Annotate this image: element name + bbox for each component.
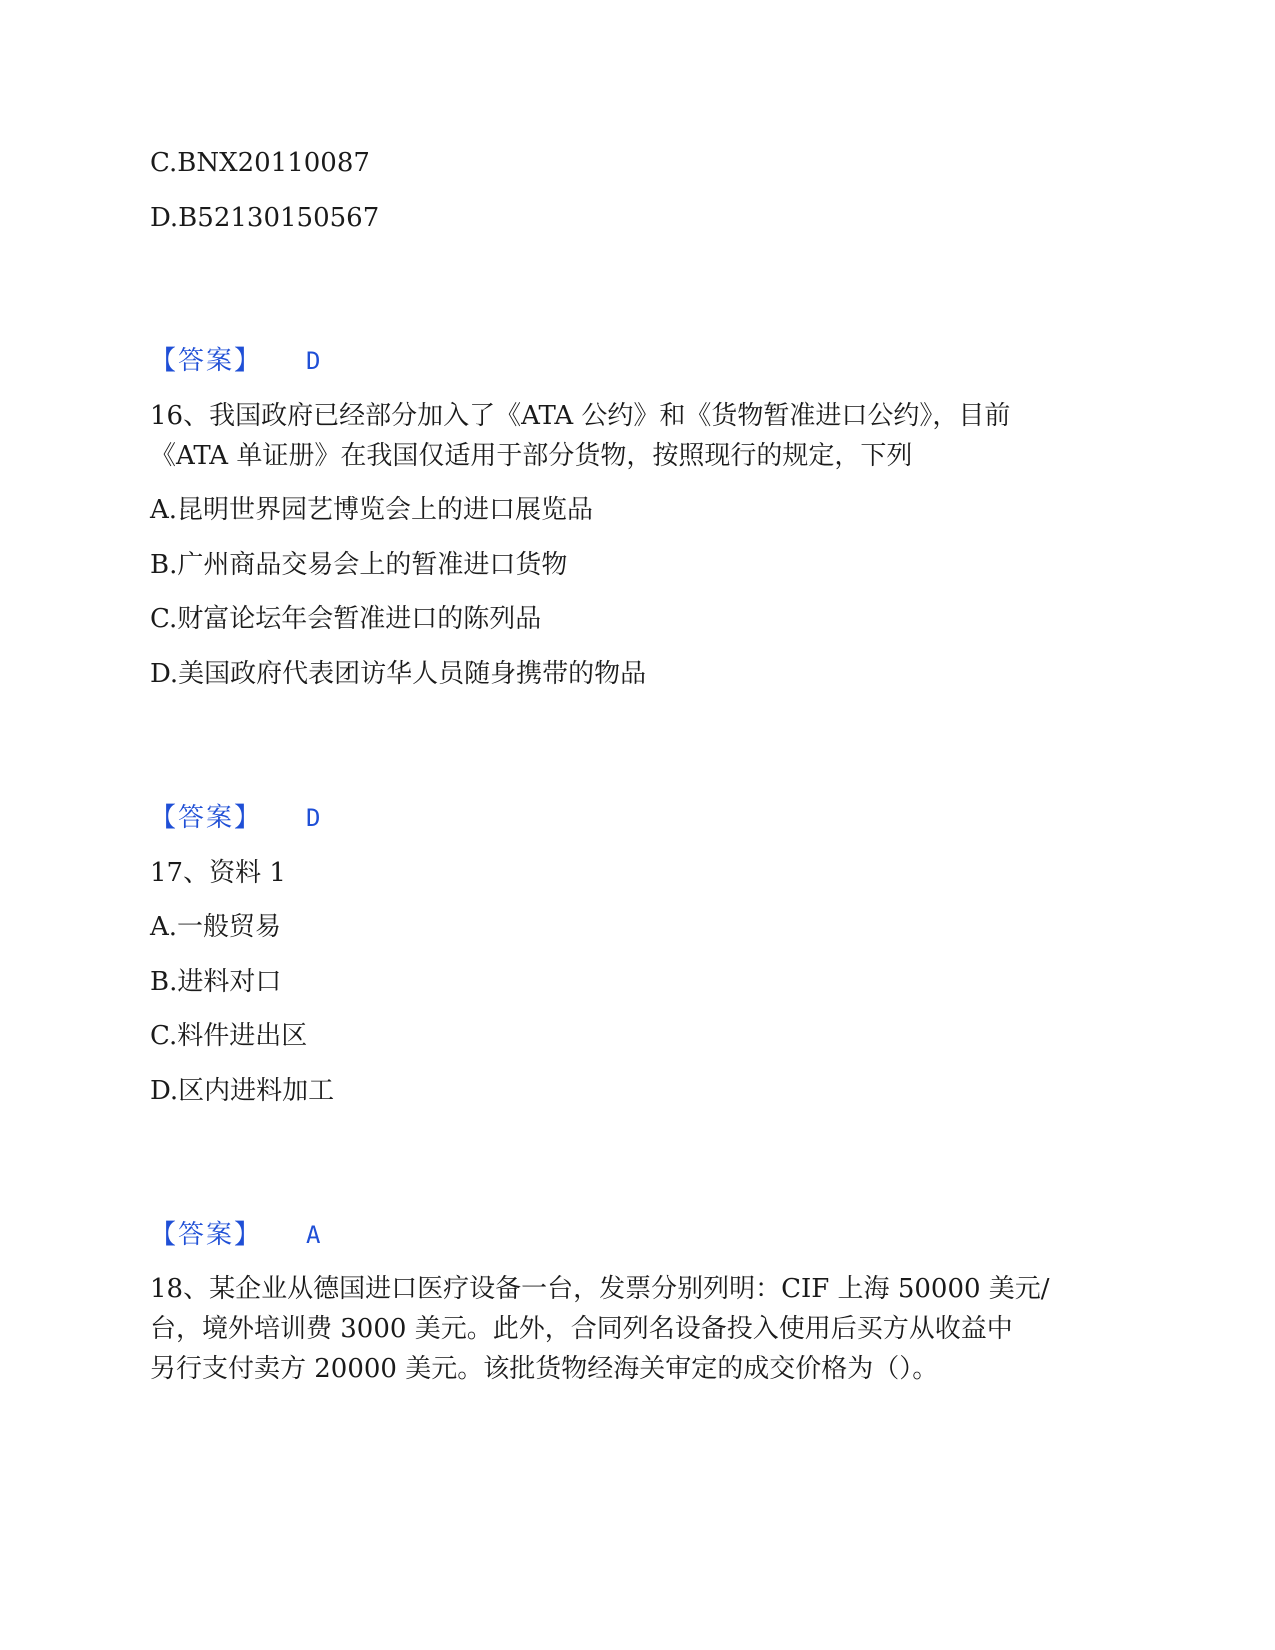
answer-value: A <box>306 1221 321 1249</box>
answer-row <box>150 1215 320 1255</box>
question-17-option-d: D.区内进料加工 <box>150 1076 335 1106</box>
question-16-option-d: D.美国政府代表团访华人员随身携带的物品 <box>150 659 647 689</box>
answer-label: 【答案】 <box>150 1220 263 1250</box>
answer-label: 【答案】 <box>150 346 263 376</box>
question-17-stem: 17、资料 1 <box>150 858 286 888</box>
question-16-stem-line-2: 《ATA 单证册》在我国仅适用于部分货物，按照现行的规定，下列 <box>150 441 913 471</box>
question-18-stem-line-1: 18、某企业从德国进口医疗设备一台，发票分别列明：CIF 上海 50000 美元/ <box>150 1274 1050 1304</box>
question-17-option-b: B.进料对口 <box>150 967 282 997</box>
question-16-option-c: C.财富论坛年会暂准进口的陈列品 <box>150 604 542 634</box>
option-d: D.B52130150567 <box>150 203 380 233</box>
question-18-stem-line-3: 另行支付卖方 20000 美元。该批货物经海关审定的成交价格为（）。 <box>150 1354 939 1384</box>
question-17-option-a: A.一般贸易 <box>150 912 282 942</box>
question-16-stem-line-1: 16、我国政府已经部分加入了《ATA 公约》和《货物暂准进口公约》，目前 <box>150 401 1011 431</box>
question-16-option-b: B.广州商品交易会上的暂准进口货物 <box>150 550 568 580</box>
option-c: C.BNX20110087 <box>150 148 370 178</box>
question-17-option-c: C.料件进出区 <box>150 1021 308 1051</box>
answer-value: D <box>306 347 321 375</box>
question-18-stem-line-2: 台，境外培训费 3000 美元。此外，合同列名设备投入使用后买方从收益中 <box>150 1314 1013 1344</box>
answer-row <box>150 341 320 381</box>
question-16-option-a: A.昆明世界园艺博览会上的进口展览品 <box>150 495 594 525</box>
answer-row <box>150 798 320 838</box>
answer-label: 【答案】 <box>150 803 263 833</box>
answer-value: D <box>306 804 321 832</box>
